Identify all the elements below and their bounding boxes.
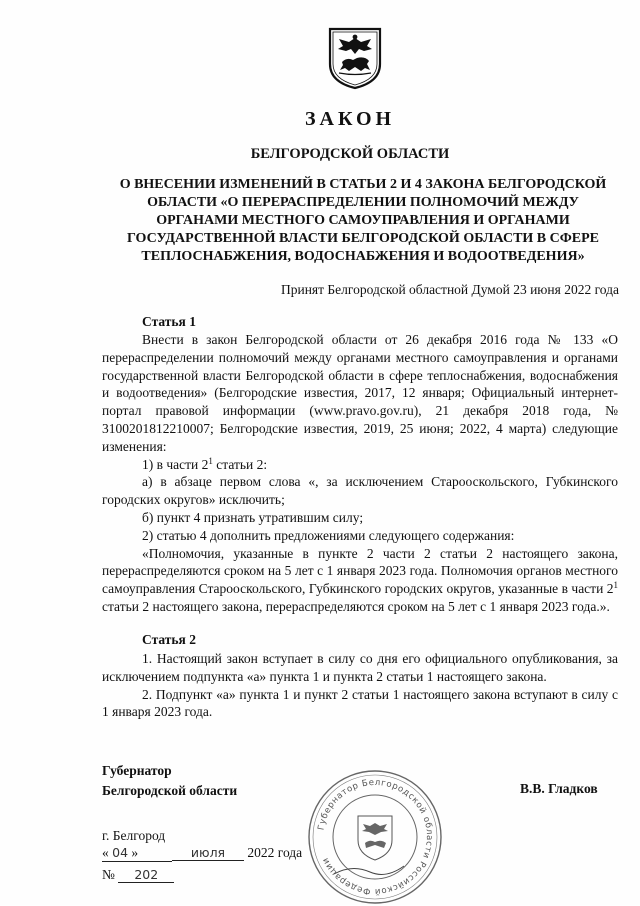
signatory-position: [102, 761, 237, 801]
article-1-item-2: 2) статью 4 дополнить предложениями следующего содержания:: [142, 527, 515, 543]
official-seal-stamp: [306, 768, 444, 906]
article-1-item-1: 1) в части $2^1$ статьи 2:: [142, 455, 268, 472]
issue-month: июля: [172, 845, 244, 861]
law-number-label: №: [102, 867, 115, 882]
article-1-body: [102, 331, 618, 616]
adoption-note: Принят Белгородской областной Думой 23 июня 2022 года: [280, 282, 619, 297]
article-1-item-1b: б) пункт 4 признать утратившим силу;: [142, 509, 364, 525]
article-1-intro: Внести в закон Белгородской области от 26 декабря 2016 года № 133 «О перераспределении полномочий между органами местного самоуправления и органами государственной власти Белгородской области в сфере теплоснабжения, водоснабжения и водоотведения» (Белгородские известия, 2017, 12 января; Официальный интернет-портал правовой информации (www.pravo.gov.ru), 21 декабря 2018 года, № 3100201812210007; Белгородские известия, 2019, 25 июня; 2022, 4 марта) следующие изменения:: [102, 332, 618, 454]
seal-text: Губернатор Белгородской области Российской Федерации: [316, 777, 435, 897]
law-number: [102, 867, 174, 883]
law-name: [108, 176, 618, 266]
issue-place: г. Белгород: [102, 828, 166, 843]
signatory-position-line-1: Губернатор: [102, 763, 172, 778]
signatory-position-line-2: Белгородской области: [102, 783, 238, 798]
law-name-line: ОБЛАСТИ «О ПЕРЕРАСПРЕДЕЛЕНИИ ПОЛНОМОЧИЙ МЕЖДУ: [147, 195, 579, 210]
law-name-line: ТЕПЛОСНАБЖЕНИЯ, ВОДОСНАБЖЕНИЯ И ВОДООТВЕДЕНИЯ»: [141, 249, 585, 264]
article-2-paragraph-1: 1. Настоящий закон вступает в силу со дня его официального опубликования, за исключением подпункта «а» пункта 1 и пункта 2 статьи 1 настоящего закона.: [102, 651, 618, 684]
document-subtitle: БЕЛГОРОДСКОЙ ОБЛАСТИ: [250, 146, 450, 162]
issue-day: « 04 »: [102, 845, 172, 862]
svg-text:Губернатор Белгородской област: [316, 778, 434, 896]
article-2-heading: Статья 2: [142, 632, 196, 647]
article-1-quote: «Полномочия, указанные в пункте 2 части 2 статьи 2 настоящего закона, перераспределяются сроком на 5 лет с 1 января 2023 года. Полномочия органов местного самоуправления Старооскольского, Губкинского городских округов, указанные в части $2^1$ статьи 2 настоящего закона, перераспределяются сроком на 5 лет с 1 января 2023 года.».: [102, 545, 618, 614]
signatory-name: В.В. Гладков: [520, 781, 598, 796]
coat-of-arms-emblem: [327, 26, 383, 90]
article-1-item-1a: а) в абзаце первом слова «, за исключением Старооскольского, Губкинского городских округов» исключить;: [102, 474, 618, 508]
article-1-heading: Статья 1: [142, 314, 196, 329]
document-title: ЗАКОН: [304, 108, 396, 130]
issue-date: [102, 845, 302, 862]
article-2-paragraph-2: 2. Подпункт «а» пункта 1 и пункт 2 статьи 1 настоящего закона вступают в силу с 1 января 2023 года.: [102, 686, 618, 720]
article-2-body: [102, 650, 618, 721]
law-name-line: ГОСУДАРСТВЕННОЙ ВЛАСТИ БЕЛГОРОДСКОЙ ОБЛАСТИ В СФЕРЕ: [127, 231, 599, 246]
issue-year: 2022 года: [247, 845, 303, 860]
law-name-line: О ВНЕСЕНИИ ИЗМЕНЕНИЙ В СТАТЬИ 2 И 4 ЗАКОНА БЕЛГОРОДСКОЙ: [119, 177, 607, 192]
law-name-line: ОРГАНАМИ МЕСТНОГО САМОУПРАВЛЕНИЯ И ОРГАНАМИ: [156, 213, 570, 228]
law-number-value: 202: [118, 867, 174, 883]
